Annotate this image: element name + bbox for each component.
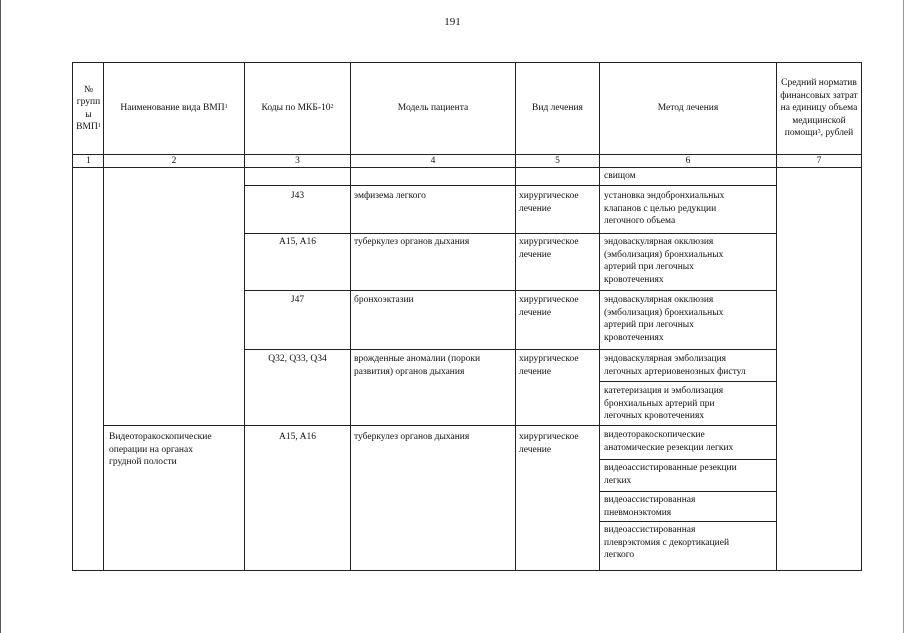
icd-codes: J47: [290, 295, 305, 305]
treatment-method: катетеризация и эмболизация бронхиальных артерий при легочных кровотечениях: [604, 386, 724, 421]
treatment-type: хирургическое лечение: [519, 354, 579, 377]
patient-model: туберкулез органов дыхания: [354, 237, 470, 247]
treatment-type: хирургическое лечение: [519, 237, 579, 260]
method-separator: [599, 491, 777, 492]
header-patient-model: Модель пациента: [397, 103, 469, 114]
row-separator: [244, 233, 777, 234]
method-separator: [599, 459, 777, 460]
row-separator: [244, 290, 777, 291]
treatment-type: хирургическое лечение: [519, 191, 579, 214]
row-separator: [244, 185, 777, 186]
vmp-name: Видеоторакоскопические операции на органах грудной полости: [109, 432, 212, 467]
header-group-number: № групп ы ВМП$^1$: [76, 84, 101, 132]
treatment-type: хирургическое лечение: [519, 432, 579, 455]
icd-codes: A15, A16: [279, 432, 316, 442]
row-separator: [244, 349, 777, 350]
column-number: 5: [555, 156, 560, 166]
header-icd-codes: Коды по МКБ-$10^2$: [261, 103, 334, 114]
treatment-method: видеоассистированная плеврэктомия с декортикацией легкого: [604, 525, 730, 560]
header-vmp-name: Наименование вида ВМП$^1$: [120, 103, 228, 114]
treatment-type: хирургическое лечение: [519, 295, 579, 318]
method-separator: [599, 381, 777, 382]
row-separator: [103, 425, 777, 426]
medical-care-table: [72, 62, 862, 571]
page-edge-left: [0, 0, 1, 633]
page-edge-right: [903, 0, 904, 633]
icd-codes: A15, A16: [279, 237, 316, 247]
treatment-method: установка эндобронхиальных клапанов с целью редукции легочного объема: [604, 191, 725, 226]
treatment-method: свищом: [604, 171, 636, 181]
column-number: 6: [685, 156, 691, 166]
header-treatment-method: Метод лечения: [657, 103, 719, 114]
numbers-bottom-line: [73, 167, 861, 168]
column-number: 4: [430, 156, 436, 166]
treatment-method: эндоваскулярная эмболизация легочных артериовенозных фистул: [604, 354, 746, 377]
header-treatment-type: Вид лечения: [532, 103, 583, 114]
header-bottom-line: [73, 154, 861, 155]
patient-model: эмфизема легкого: [354, 191, 426, 201]
column-number: 3: [295, 156, 300, 166]
treatment-method: эндоваскулярная окклюзия (эмболизация) бронхиальных артерий при легочных кровотечениях: [604, 295, 724, 343]
patient-model: бронхоэктазии: [354, 295, 414, 305]
patient-model: врожденные аномалии (пороки развития) органов дыхания: [354, 354, 481, 377]
page-number: 191: [444, 16, 461, 28]
column-number: 1: [86, 156, 91, 166]
treatment-method: эндоваскулярная окклюзия (эмболизация) бронхиальных артерий при легочных кровотечениях: [604, 237, 724, 285]
column-number: 2: [171, 156, 177, 166]
header-financial-norm: Средний норматив финансовых затрат на единицу объема медицинской помощи$^3$, рублей: [780, 78, 858, 139]
patient-model: туберкулез органов дыхания: [354, 432, 470, 442]
treatment-method: видеоассистированная пневмонэктомия: [604, 495, 696, 518]
icd-codes: Q32, Q33, Q34: [268, 354, 327, 364]
column-number: 7: [816, 156, 822, 166]
treatment-method: видеоторакоскопические анатомические резекции легких: [604, 430, 734, 453]
icd-codes: J43: [290, 191, 305, 201]
method-separator: [599, 521, 777, 522]
treatment-method: видеоассистированные резекции легких: [604, 463, 737, 486]
